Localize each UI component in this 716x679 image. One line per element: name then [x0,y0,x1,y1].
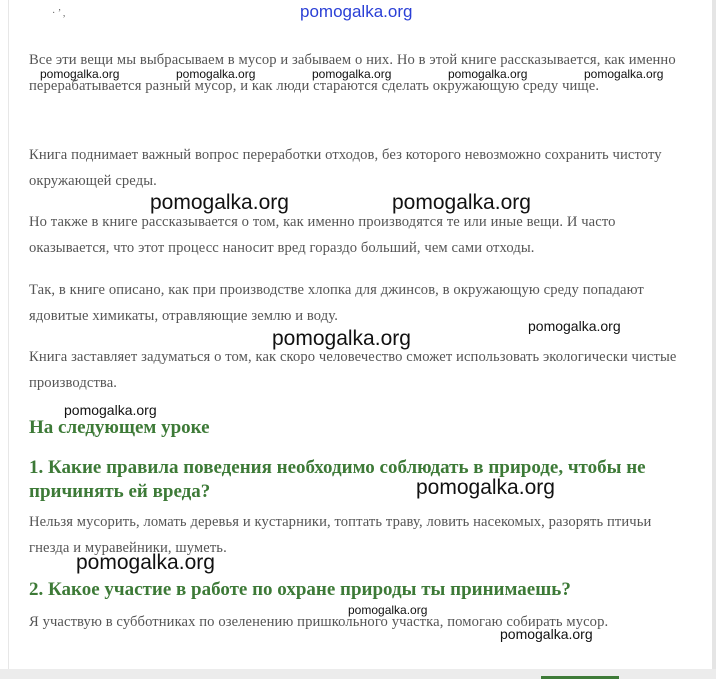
paragraph-1: Все эти вещи мы выбрасываем в мусор и забываем о них. Но в этой книге рассказывается, как именно перерабатывается разный мусор, и как люди стараются сделать окружающую среду чище. [29,52,676,94]
watermark: pomogalka.org [76,551,215,574]
paragraph-5: Книга заставляет задуматься о том, как скоро человечество сможет использовать экологически чистые производства. [29,349,677,391]
left-border [8,0,9,679]
watermark: pomogalka.org [500,626,593,642]
watermark: pomogalka.org [392,191,531,214]
paragraph-2: Книга поднимает важный вопрос переработки отходов, без которого невозможно сохранить чистоту окружающей среды. [29,147,662,189]
watermark: pomogalka.org [416,476,555,499]
section-heading: На следующем уроке [29,417,210,438]
question-2: 2. Какое участие в работе по охране природы ты принимаешь? [29,579,571,600]
watermark: pomogalka.org [312,67,392,81]
cut-off-text: · ’ , [52,8,66,19]
question-1: 1. Какие правила поведения необходимо соблюдать в природе, чтобы не причинять ей вреда? [29,457,646,502]
watermark: pomogalka.org [448,67,528,81]
answer-2: Я участвую в субботниках по озеленению пришкольного участка, помогаю собирать мусор. [29,614,609,630]
watermark: pomogalka.org [64,402,157,418]
answer-1: Нельзя мусорить, ломать деревья и кустарники, топтать траву, ловить насекомых, разорять птичьи гнезда и муравейники, шуметь. [29,514,652,556]
watermark: pomogalka.org [150,191,289,214]
watermark: pomogalka.org [584,67,664,81]
paragraph-4: Так, в книге описано, как при производстве хлопка для джинсов, в окружающую среду попадают ядовитые химикаты, отравляющие землю и воду. [29,282,644,324]
watermark: pomogalka.org [176,67,256,81]
watermark-top: pomogalka.org [300,2,413,21]
watermark: pomogalka.org [528,318,621,334]
watermark: pomogalka.org [348,603,428,617]
watermark: pomogalka.org [272,327,411,350]
watermark: pomogalka.org [40,67,120,81]
right-scrollbar-edge [712,0,716,679]
paragraph-3: Но также в книге рассказывается о том, как именно производятся те или иные вещи. И часто оказывается, что этот процесс наносит вред гораздо больший, чем сами отходы. [29,214,616,256]
